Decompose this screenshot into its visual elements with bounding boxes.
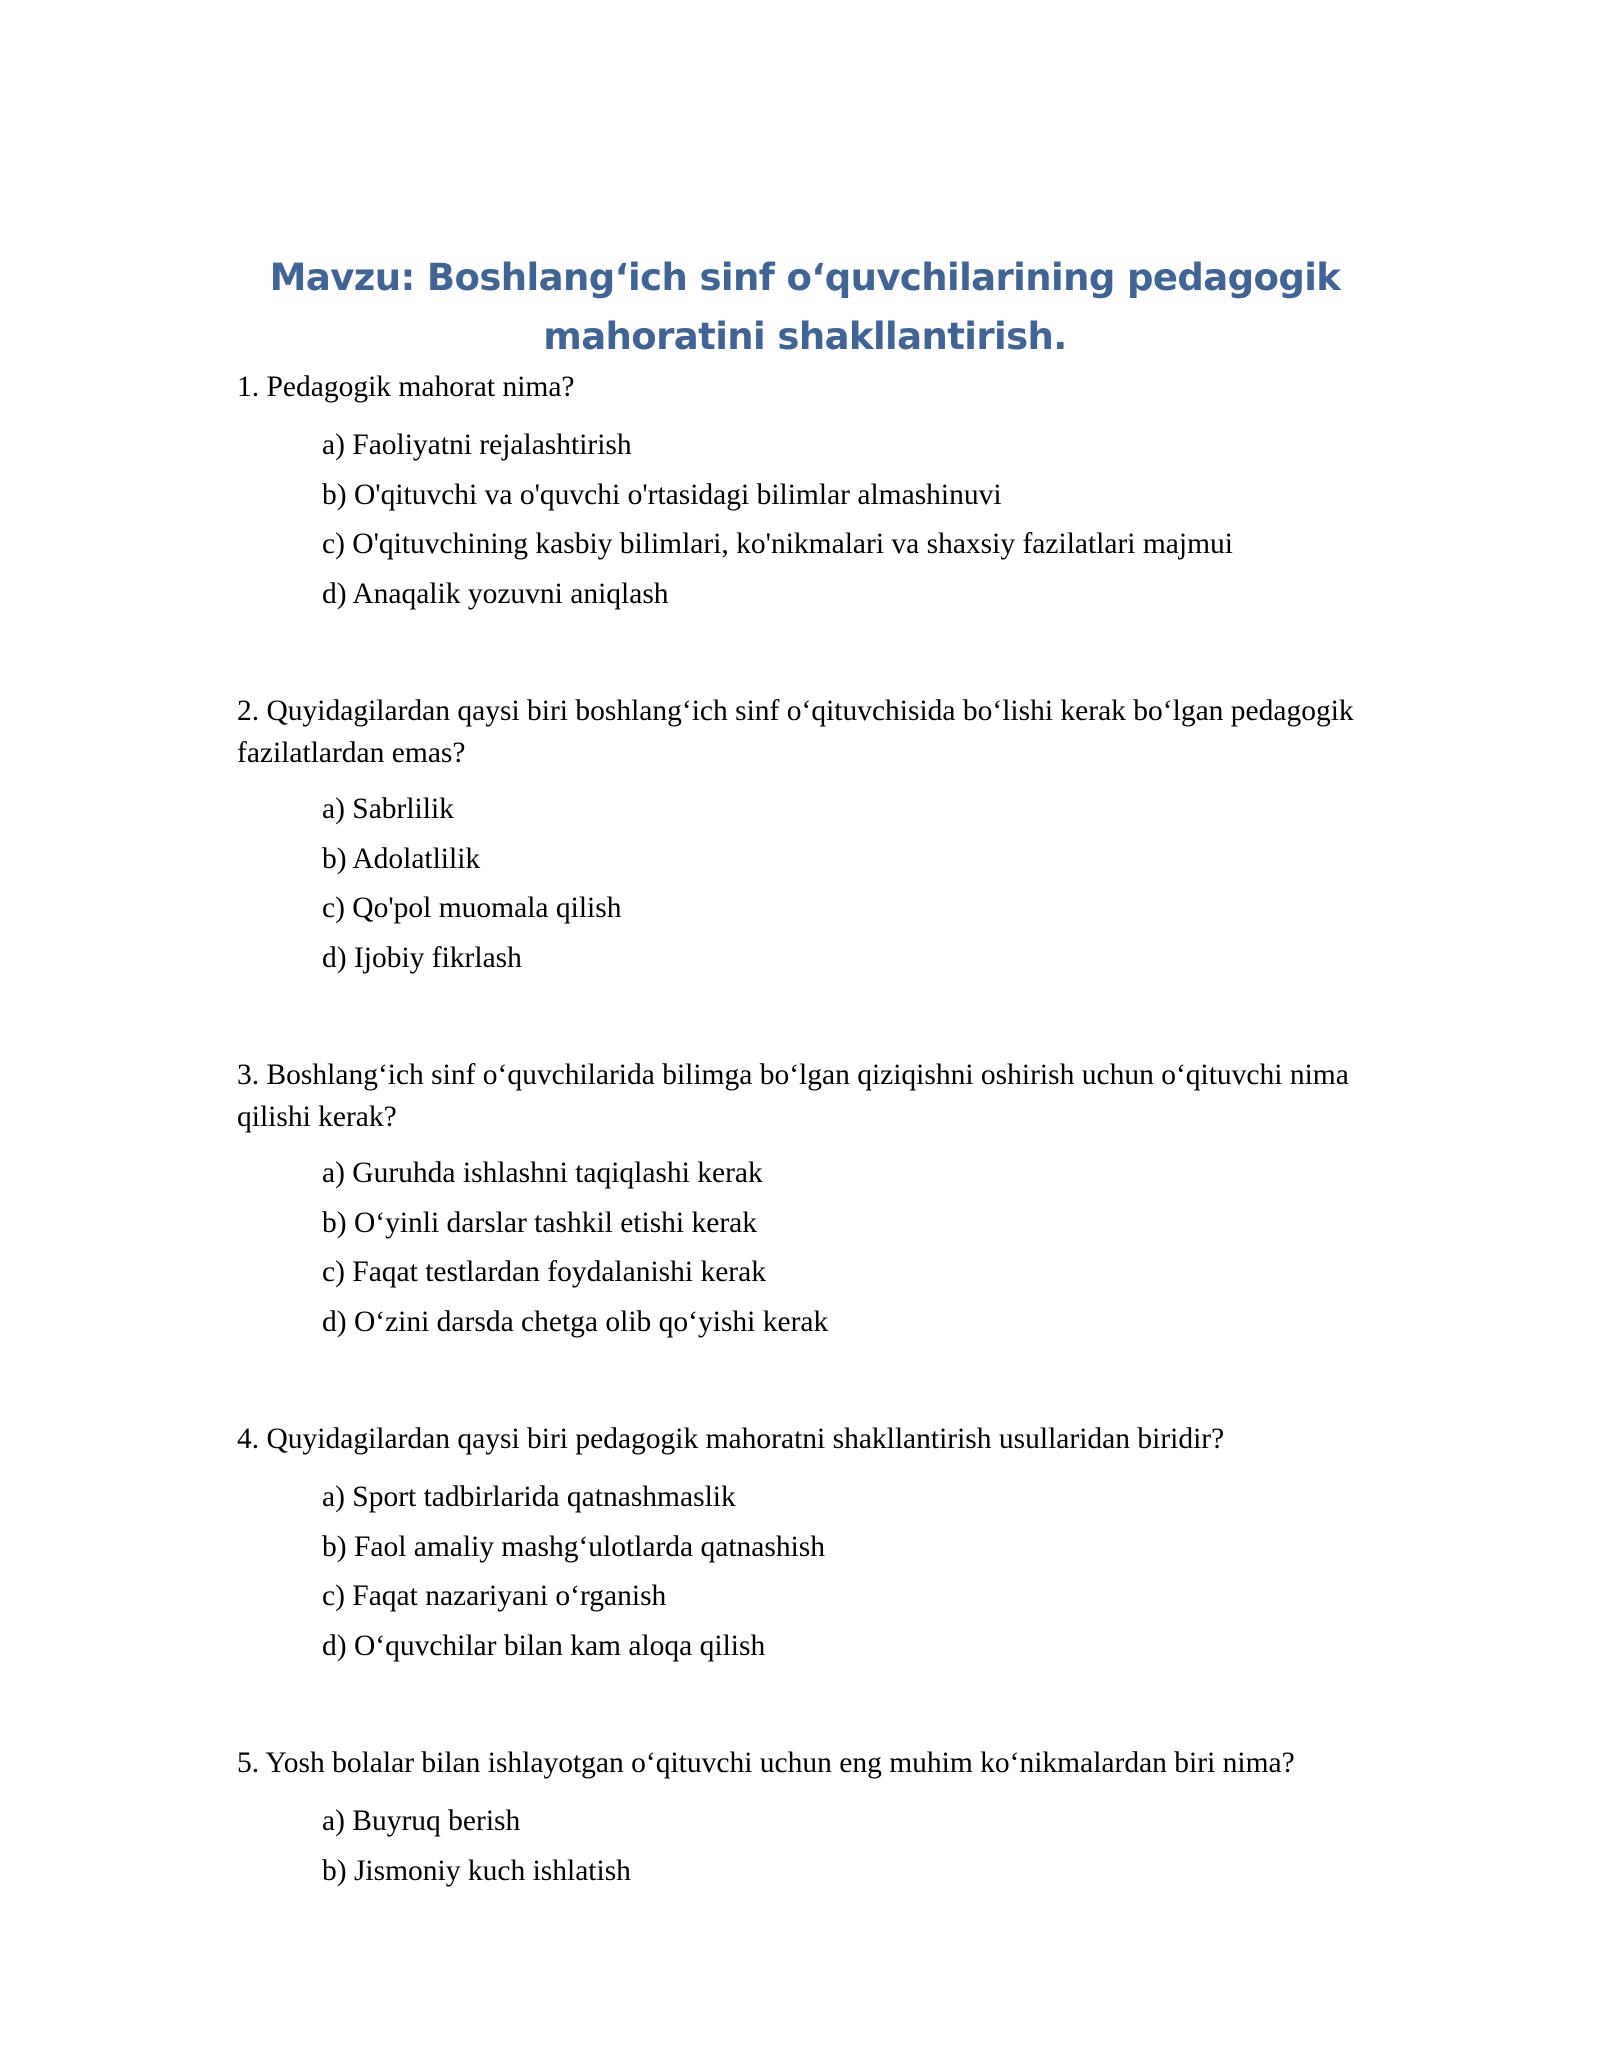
option-2d: d) Ijobiy fikrlash [322, 941, 522, 974]
option-1d: d) Anaqalik yozuvni aniqlash [322, 577, 669, 610]
option-3b: b) O‘yinli darslar tashkil etishi kerak [322, 1206, 758, 1239]
question-4: 4. Quyidagilardan qaysi biri pedagogik mahoratni shakllantirish usullaridan biridir? [237, 1423, 1225, 1455]
question-1: 1. Pedagogik mahorat nima? [237, 371, 575, 403]
question-2: 2. Quyidagilardan qaysi biri boshlang‘ich sinf o‘qituvchisida bo‘lishi kerak bo‘lgan pedagogik fazilatlardan emas? [237, 695, 1354, 769]
option-1a: a) Faoliyatni rejalashtirish [322, 429, 632, 461]
option-2b: b) Adolatlilik [322, 842, 481, 875]
option-4a: a) Sport tadbirlarida qatnashmaslik [322, 1481, 736, 1513]
option-1c: c) O'qituvchining kasbiy bilimlari, ko'nikmalari va shaxsiy fazilatlari majmui [322, 528, 1233, 560]
option-4c: c) Faqat nazariyani o‘rganish [322, 1580, 667, 1612]
option-2c: c) Qo'pol muomala qilish [322, 892, 622, 924]
option-3a: a) Guruhda ishlashni taqiqlashi kerak [322, 1157, 763, 1189]
option-4b: b) Faol amaliy mashg‘ulotlarda qatnashish [322, 1530, 826, 1563]
question-5-options [322, 1800, 1422, 1899]
document-title: Mavzu: Boshlang‘ich sinf o‘quvchilarining pedagogik mahoratini shakllantirish. [269, 256, 1341, 358]
question-4-options [322, 1476, 1422, 1674]
option-2a: a) Sabrlilik [322, 793, 454, 825]
question-5: 5. Yosh bolalar bilan ishlayotgan o‘qituvchi uchun eng muhim ko‘nikmalardan biri nima? [237, 1747, 1295, 1779]
option-3c: c) Faqat testlardan foydalanishi kerak [322, 1256, 766, 1288]
question-3-options [322, 1152, 1422, 1350]
question-1-options [322, 424, 1422, 622]
option-3d: d) O‘zini darsda chetga olib qo‘yishi kerak [322, 1305, 829, 1338]
option-5a: a) Buyruq berish [322, 1805, 521, 1837]
question-2-options [322, 788, 1422, 986]
question-3: 3. Boshlang‘ich sinf o‘quvchilarida bilimga bo‘lgan qiziqishni oshirish uchun o‘qituvchi nima qilishi kerak? [237, 1059, 1349, 1133]
option-4d: d) O‘quvchilar bilan kam aloqa qilish [322, 1629, 766, 1662]
option-1b: b) O'qituvchi va o'quvchi o'rtasidagi bilimlar almashinuvi [322, 478, 1002, 511]
option-5b: b) Jismoniy kuch ishlatish [322, 1854, 631, 1887]
